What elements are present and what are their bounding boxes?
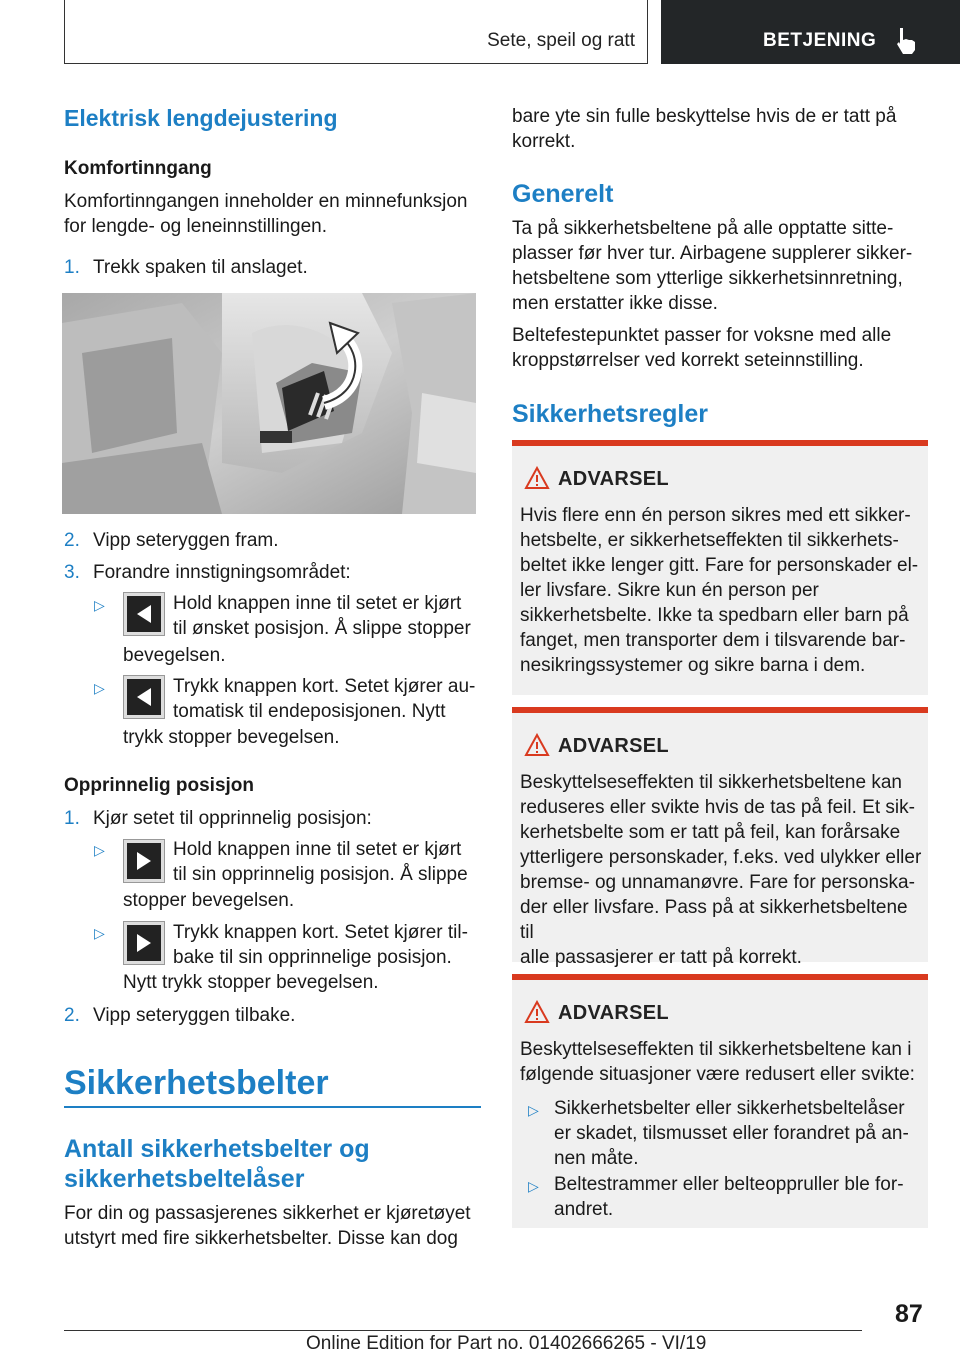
bullet1-line3: bevegelsen.: [123, 645, 226, 666]
header-section: [64, 0, 648, 64]
footer-rule: [64, 1330, 862, 1331]
step2-text: Vipp seteryggen fram.: [93, 530, 279, 551]
bullet2-line1: Trykk knappen kort. Setet kjører au-: [173, 676, 476, 697]
heading-sikkerhetsbelter: Sikkerhetsbelter: [64, 1064, 329, 1102]
bullet1-line1: Hold knappen inne til setet er kjørt: [173, 593, 462, 614]
warning-triangle-icon: [524, 733, 550, 757]
o1-text: Kjør setet til opprinnelig posisjon:: [93, 808, 372, 829]
warning-text-3: Beskyttelseseffekten til sikkerhetsbeltene kan i følgende situasjoner være redusert eller svikte:: [520, 1039, 915, 1085]
step3-num: 3.: [64, 562, 80, 583]
warning-box-2: [512, 707, 928, 968]
page-number: 87: [895, 1300, 923, 1328]
ob1-line1: Hold knappen inne til setet er kjørt: [173, 839, 462, 860]
heading-komfortinngang: Komfortinngang: [64, 158, 212, 179]
ob1-line3: stopper bevegelsen.: [123, 890, 295, 911]
backward-button-icon: [124, 593, 164, 635]
warning-title: ADVARSEL: [558, 735, 669, 757]
warning-3-bullet-2: Beltestrammer eller belteoppruller ble for- andret.: [554, 1174, 904, 1220]
bullet1-line2: til ønsket posisjon. Å slippe stopper: [173, 618, 471, 639]
warning-title: ADVARSEL: [558, 468, 669, 490]
warning-text-1: Hvis flere enn én person sikres med ett sikker- hetsbelte, er sikkerhetseffekten til sikkerhets- beltet ikke lenger gitt. Fare for personskader el- ler livsfare. Sikre kun én person per sikkerhetsbelte. Ikke ta spedbarn eller barn på fanget, men transporter dem i tilsvarende bar- nesikringssystemer og sikre barna i dem.: [520, 505, 919, 676]
warning-text-2: Beskyttelseseffekten til sikkerhetsbeltene kan reduseres eller svikte hvis de tas på feil. Et sik- kerhetsbelte som er tatt på feil, kan forårsake ytterligere personskader, f.eks. ved ulykker eller bremse- og unnamanøvre. Fare for personska- der eller livsfare. Pass på at sikkerhetsbeltene til alle passasjerer er tatt på korrekt.: [520, 772, 922, 968]
heading-rule: [64, 1106, 481, 1108]
bullet2-line3: trykk stopper bevegelsen.: [123, 727, 340, 748]
backward-button-icon: [124, 676, 164, 718]
ob2-line2: bake til sin opprinnelige posisjon.: [173, 947, 452, 968]
warning-box-3: [512, 974, 928, 1228]
heading-generelt: Generelt: [512, 180, 614, 208]
forward-button-icon: [124, 922, 164, 964]
bullet-triangle-icon: ▷: [528, 1178, 539, 1194]
warning-box-1: [512, 440, 928, 695]
heading-opprinnelig: Opprinnelig posisjon: [64, 775, 254, 796]
step2-num: 2.: [64, 530, 80, 551]
o2-num: 2.: [64, 1005, 80, 1026]
ob1-line2: til sin opprinnelig posisjon. Å slippe: [173, 864, 468, 885]
warning-triangle-icon: [524, 466, 550, 490]
o2-text: Vipp seteryggen tilbake.: [93, 1005, 296, 1026]
bullet2-line2: tomatisk til endeposisjonen. Nytt: [173, 701, 446, 722]
generelt-text-1: Ta på sikkerhetsbeltene på alle opptatte sitte- plasser før hver tur. Airbagene supplerer sikker- hetsbeltene som ytterlige sikkerhetsinnretning, men erstatter ikke disse.: [512, 218, 913, 314]
heading-elektrisk: Elektrisk lengdejustering: [64, 105, 338, 131]
header-section-title: Sete, speil og ratt: [487, 30, 635, 51]
generelt-text-2: Beltefestepunktet passer for voksne med alle kroppstørrelser ved korrekt seteinnstilling.: [512, 325, 892, 371]
heading-antall: Antall sikkerhetsbelter og sikkerhetsbeltelåser: [64, 1135, 370, 1193]
warning-title: ADVARSEL: [558, 1002, 669, 1024]
heading-sikkerhetsregler: Sikkerhetsregler: [512, 400, 708, 428]
warning-triangle-icon: [524, 1000, 550, 1024]
ob2-line1: Trykk knappen kort. Setet kjører til-: [173, 922, 468, 943]
forward-button-icon: [124, 840, 164, 882]
ob2-line3: Nytt trykk stopper bevegelsen.: [123, 972, 379, 993]
step1-num: 1.: [64, 257, 80, 278]
step3-text: Forandre innstigningsområdet:: [93, 562, 351, 583]
bullet-triangle-icon: ▷: [94, 925, 105, 941]
antall-text: For din og passasjerenes sikkerhet er kjøretøyet utstyrt med fire sikkerhetsbelter. Disse kan dog: [64, 1203, 471, 1249]
step1-text: Trekk spaken til anslaget.: [93, 257, 308, 278]
bullet-triangle-icon: ▷: [94, 842, 105, 858]
bullet-triangle-icon: ▷: [94, 597, 105, 613]
hand-pointer-icon: [893, 26, 923, 56]
komfort-text: Komfortinngangen inneholder en minnefunksjon for lengde- og leneinnstillingen.: [64, 191, 468, 237]
bullet-triangle-icon: ▷: [528, 1102, 539, 1118]
seat-lever-photo: [62, 293, 476, 514]
o1-num: 1.: [64, 808, 80, 829]
warning-3-bullet-1: Sikkerhetsbelter eller sikkerhetsbeltelåser er skadet, tilsmusset eller forandret på an- nen måte.: [554, 1098, 909, 1169]
bullet-triangle-icon: ▷: [94, 680, 105, 696]
footer-edition: Online Edition for Part no. 01402666265 - VI/19: [306, 1333, 707, 1354]
header-chapter-title: BETJENING: [763, 30, 877, 51]
continued-text: bare yte sin fulle beskyttelse hvis de er tatt på korrekt.: [512, 106, 897, 152]
